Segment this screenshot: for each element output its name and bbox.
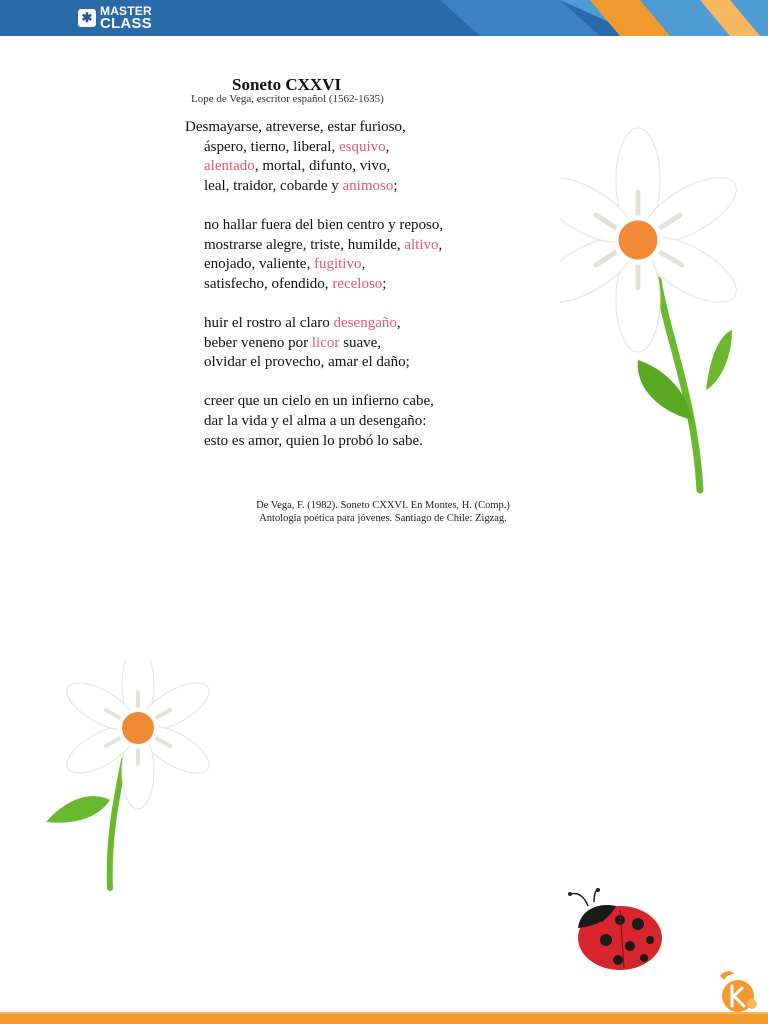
poem-author: Lope de Vega, escritor español (1562-1635) <box>191 93 384 105</box>
logo-line-1: MASTER <box>100 4 152 18</box>
poem-text: enojado, valiente, <box>204 256 314 273</box>
poem-line <box>185 216 443 236</box>
poem-text: , <box>385 138 390 155</box>
citation-line-1: De Vega, F. (1982). Soneto CXXVI. En Montes, H. (Comp.) <box>256 500 510 511</box>
poem-text: , <box>438 236 443 253</box>
poem-text: ; <box>382 275 387 292</box>
poem-text: , <box>361 256 366 273</box>
citation <box>230 499 536 525</box>
poem-text: satisfecho, ofendido, <box>204 275 333 292</box>
poem-stanza <box>185 118 443 196</box>
poem-text: no hallar fuera del bien centro y reposo, <box>204 216 444 233</box>
poem-stanza <box>185 216 443 294</box>
poem-text: leal, traidor, cobarde y <box>204 177 343 194</box>
poem-text: huir el rostro al claro <box>204 314 334 331</box>
poem-line <box>185 334 443 354</box>
highlighted-word: altivo <box>404 236 439 253</box>
poem-stanza <box>185 314 443 373</box>
poem-line <box>185 412 443 432</box>
poem-line <box>185 236 443 256</box>
poem-line <box>185 353 443 373</box>
poem-stanza <box>185 392 443 451</box>
poem-line <box>185 138 443 158</box>
poem-text: , mortal, difunto, vivo, <box>254 158 391 175</box>
citation-line-2: Antología poética para jóvenes. Santiago de Chile: Zigzag. <box>259 513 507 524</box>
highlighted-word: licor <box>311 334 340 351</box>
poem-line <box>185 392 443 412</box>
poem-text: mostrarse alegre, triste, humilde, <box>204 236 405 253</box>
highlighted-word: esquivo <box>338 138 386 155</box>
logo-mark-icon: ✱ <box>78 9 96 27</box>
poem-line <box>185 255 443 275</box>
poem-line <box>185 157 443 177</box>
ladybug-icon <box>558 888 666 972</box>
poem-text: suave, <box>339 334 382 351</box>
poem-line <box>185 177 443 197</box>
highlighted-word: receloso <box>332 275 383 292</box>
poem-text: ; <box>393 177 398 194</box>
poem-text: beber veneno por <box>204 334 312 351</box>
poem-text: Desmayarse, atreverse, estar furioso, <box>185 119 406 135</box>
brand-mark-icon <box>712 968 762 1014</box>
poem-text: , <box>396 314 401 331</box>
highlighted-word: alentado <box>204 158 255 175</box>
masterclass-logo <box>78 4 152 32</box>
poem-body <box>185 118 443 471</box>
poem-text: creer que un cielo en un infierno cabe, <box>204 393 434 410</box>
poem-line <box>185 314 443 334</box>
header-banner <box>0 0 768 36</box>
poem-line <box>185 432 443 452</box>
poem-text: dar la vida y el alma a un desengaño: <box>204 412 427 429</box>
daisy-flower-icon <box>40 660 210 895</box>
highlighted-word: fugitivo <box>313 256 362 273</box>
poem-text: esto es amor, quien lo probó lo sabe. <box>204 432 423 449</box>
logo-line-2: CLASS <box>100 15 152 32</box>
poem-line <box>185 118 443 138</box>
poem-title: Soneto CXXVI <box>232 75 342 94</box>
footer-bar <box>0 1014 768 1024</box>
highlighted-word: animoso <box>342 177 394 194</box>
highlighted-word: desengaño <box>333 314 397 331</box>
poem-line <box>185 275 443 295</box>
poem-text: olvidar el provecho, amar el daño; <box>204 354 410 371</box>
poem-text: áspero, tierno, liberal, <box>204 138 339 155</box>
daisy-flower-icon <box>560 120 740 495</box>
